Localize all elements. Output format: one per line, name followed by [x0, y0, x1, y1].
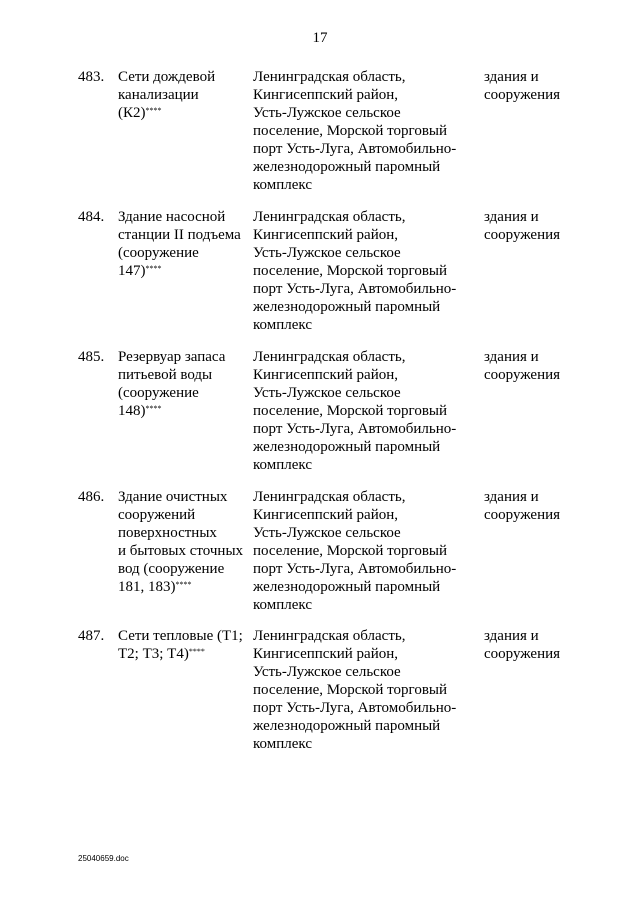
location-line: порт Усть-Луга, Автомобильно- [253, 561, 457, 577]
object-location [253, 208, 473, 334]
location-line: Ленинградская область, [253, 69, 406, 85]
object-name-line: поверхностных [118, 525, 217, 541]
object-name-line: канализации [118, 87, 199, 103]
footnote-marker: **** [145, 404, 162, 413]
object-location [253, 348, 473, 474]
type-line: здания и [484, 628, 539, 644]
object-location [253, 68, 473, 194]
location-line: Усть-Лужское сельское [253, 105, 401, 121]
object-name-line: Здание очистных [118, 489, 228, 505]
footnote-marker: **** [145, 106, 162, 115]
location-line: железнодорожный паромный [253, 439, 441, 455]
row-number: 483. [78, 69, 105, 85]
object-name [118, 68, 248, 122]
row-number: 485. [78, 349, 105, 365]
object-name-line: вод (сооружение [118, 561, 225, 577]
location-line: порт Усть-Луга, Автомобильно- [253, 421, 457, 437]
object-name-line: (сооружение [118, 245, 199, 261]
object-location [253, 488, 473, 614]
location-line: порт Усть-Луга, Автомобильно- [253, 700, 457, 716]
footnote-marker: **** [175, 580, 192, 589]
location-line: Усть-Лужское сельское [253, 245, 401, 261]
location-line: Усть-Лужское сельское [253, 525, 401, 541]
location-line: Ленинградская область, [253, 209, 406, 225]
page-number: 17 [312, 30, 328, 46]
object-name-line: (К2)**** [118, 105, 162, 121]
location-line: поселение, Морской торговый [253, 543, 448, 559]
location-line: Кингисеппский район, [253, 507, 399, 523]
type-line: здания и [484, 489, 539, 505]
location-line: Ленинградская область, [253, 349, 406, 365]
location-line: поселение, Морской торговый [253, 123, 448, 139]
location-line: Кингисеппский район, [253, 227, 399, 243]
location-line: порт Усть-Луга, Автомобильно- [253, 141, 457, 157]
location-line: поселение, Морской торговый [253, 403, 448, 419]
location-line: железнодорожный паромный [253, 579, 441, 595]
row-number: 486. [78, 489, 105, 505]
object-type [484, 68, 604, 104]
location-line: комплекс [253, 177, 312, 193]
object-name-line: Резервуар запаса [118, 349, 226, 365]
location-line: комплекс [253, 736, 312, 752]
object-type [484, 627, 604, 663]
object-type [484, 488, 604, 524]
object-name [118, 627, 248, 663]
location-line: Кингисеппский район, [253, 367, 399, 383]
location-line: Ленинградская область, [253, 489, 406, 505]
footnote-marker: **** [188, 647, 205, 656]
location-line: Усть-Лужское сельское [253, 664, 401, 680]
object-name-line: Сети дождевой [118, 69, 216, 85]
location-line: комплекс [253, 317, 312, 333]
object-name-line: Сети тепловые (Т1; [118, 628, 243, 644]
object-name [118, 208, 248, 280]
object-type [484, 208, 604, 244]
type-line: сооружения [484, 367, 561, 383]
object-name-line: 147)**** [118, 263, 162, 279]
type-line: здания и [484, 69, 539, 85]
object-type [484, 348, 604, 384]
footnote-marker: **** [145, 264, 162, 273]
type-line: сооружения [484, 507, 561, 523]
object-name-line: Т2; Т3; Т4)**** [118, 646, 205, 662]
row-number: 484. [78, 209, 105, 225]
object-name [118, 348, 248, 420]
location-line: железнодорожный паромный [253, 299, 441, 315]
type-line: сооружения [484, 646, 561, 662]
location-line: порт Усть-Луга, Автомобильно- [253, 281, 457, 297]
row-number: 487. [78, 628, 105, 644]
object-name-line: питьевой воды [118, 367, 213, 383]
location-line: железнодорожный паромный [253, 159, 441, 175]
document-filename: 25040659.doc [78, 854, 129, 863]
type-line: здания и [484, 349, 539, 365]
location-line: поселение, Морской торговый [253, 682, 448, 698]
location-line: поселение, Морской торговый [253, 263, 448, 279]
location-line: Усть-Лужское сельское [253, 385, 401, 401]
object-name-line: Здание насосной [118, 209, 226, 225]
location-line: Ленинградская область, [253, 628, 406, 644]
location-line: Кингисеппский район, [253, 646, 399, 662]
location-line: комплекс [253, 597, 312, 613]
type-line: сооружения [484, 227, 561, 243]
object-name-line: сооружений [118, 507, 196, 523]
location-line: Кингисеппский район, [253, 87, 399, 103]
object-name [118, 488, 248, 596]
location-line: комплекс [253, 457, 312, 473]
object-name-line: станции II подъема [118, 227, 241, 243]
type-line: здания и [484, 209, 539, 225]
object-location [253, 627, 473, 753]
object-name-line: и бытовых сточных [118, 543, 244, 559]
location-line: железнодорожный паромный [253, 718, 441, 734]
object-name-line: (сооружение [118, 385, 199, 401]
object-name-line: 181, 183)**** [118, 579, 192, 595]
type-line: сооружения [484, 87, 561, 103]
object-name-line: 148)**** [118, 403, 162, 419]
